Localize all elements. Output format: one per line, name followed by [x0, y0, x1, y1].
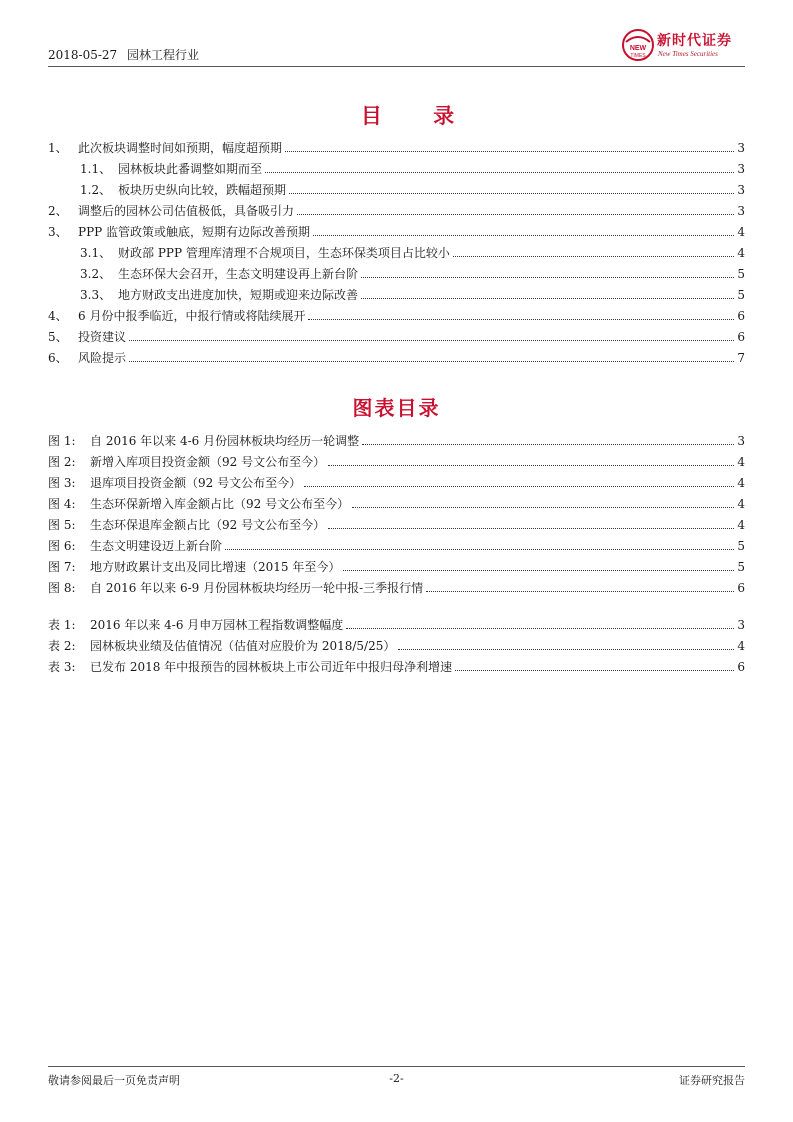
figure-item-label: 地方财政累计支出及同比增速（2015 年至今） — [90, 560, 341, 574]
figure-item[interactable] — [48, 491, 745, 511]
figure-item[interactable] — [48, 428, 745, 448]
toc-item-label: 调整后的园林公司估值极低，具备吸引力 — [78, 204, 295, 218]
page-footer — [48, 1072, 745, 1088]
toc-item-page: 6 — [737, 330, 745, 344]
table-item[interactable] — [48, 654, 745, 674]
header-divider — [48, 66, 745, 67]
figure-item-page: 3 — [737, 434, 745, 448]
leader-dots — [328, 528, 734, 529]
leader-dots — [225, 549, 734, 550]
toc-item[interactable] — [80, 156, 745, 176]
leader-dots — [352, 507, 734, 508]
report-type: 证券研究报告 — [679, 1074, 745, 1087]
table-item-label: 2016 年以来 4-6 月申万园林工程指数调整幅度 — [90, 618, 344, 632]
table-item-number: 表 2: — [48, 639, 76, 653]
toc-item-label: 此次板块调整时间如预期，幅度超预期 — [78, 141, 283, 155]
leader-dots — [285, 151, 734, 152]
toc-item-number: 3.3、 — [80, 288, 112, 302]
figure-item-number: 图 6: — [48, 539, 76, 553]
figures-title: 图表目录 — [352, 396, 441, 420]
header-meta — [48, 46, 205, 63]
toc-item-label: 6 月份中报季临近，中报行情或将陆续展开 — [78, 309, 306, 323]
leader-dots — [308, 319, 734, 320]
toc-item-label: PPP 监管政策或触底，短期有边际改善预期 — [78, 225, 311, 239]
logo-emblem-icon — [620, 28, 656, 62]
figure-item-number: 图 8: — [48, 581, 76, 595]
figure-item-label: 自 2016 年以来 4-6 月份园林板块均经历一轮调整 — [90, 434, 360, 448]
figure-item-page: 5 — [737, 539, 745, 553]
toc-item-number: 1.1、 — [80, 162, 112, 176]
table-item-page: 6 — [737, 660, 745, 674]
figure-item-number: 图 1: — [48, 434, 76, 448]
logo-text-en: New Times Securities — [658, 50, 718, 58]
figure-item-number: 图 3: — [48, 476, 76, 490]
figure-item-label: 生态文明建设迈上新台阶 — [90, 539, 223, 553]
toc-item-page: 3 — [737, 162, 745, 176]
figure-item[interactable] — [48, 575, 745, 595]
figure-item-label: 退库项目投资金额（92 号文公布至今） — [90, 476, 302, 490]
table-item[interactable] — [48, 612, 745, 632]
toc-item-page: 3 — [737, 141, 745, 155]
leader-dots — [297, 214, 734, 215]
toc-item-label: 投资建议 — [78, 330, 127, 344]
svg-text:TIMES: TIMES — [630, 53, 646, 59]
leader-dots — [362, 444, 734, 445]
leader-dots — [129, 340, 734, 341]
toc-item-number: 2、 — [48, 204, 68, 218]
figure-item-number: 图 2: — [48, 455, 76, 469]
toc-item-label: 财政部 PPP 管理库清理不合规项目，生态环保类项目占比较小 — [118, 246, 450, 260]
toc-item[interactable] — [48, 324, 745, 344]
leader-dots — [343, 570, 734, 571]
leader-dots — [361, 298, 734, 299]
leader-dots — [455, 670, 734, 671]
figure-item-page: 4 — [737, 455, 745, 469]
table-item-number: 表 3: — [48, 660, 76, 674]
toc-item-number: 3.2、 — [80, 267, 112, 281]
svg-text:NEW: NEW — [629, 45, 647, 52]
figure-item-label: 生态环保退库金额占比（92 号文公布至今） — [90, 518, 326, 532]
toc-item-label: 园林板块此番调整如期而至 — [118, 162, 263, 176]
figure-item[interactable] — [48, 512, 745, 532]
figure-item-page: 6 — [737, 581, 745, 595]
toc-item-page: 5 — [737, 267, 745, 281]
table-item-label: 已发布 2018 年中报预告的园林板块上市公司近年中报归母净利增速 — [90, 660, 453, 674]
toc-item-number: 4、 — [48, 309, 68, 323]
figure-item-page: 4 — [737, 476, 745, 490]
leader-dots — [426, 591, 734, 592]
table-item-number: 表 1: — [48, 618, 76, 632]
toc-item-label: 生态环保大会召开，生态文明建设再上新台阶 — [118, 267, 359, 281]
figure-item-number: 图 5: — [48, 518, 76, 532]
figure-item-page: 4 — [737, 497, 745, 511]
toc-item[interactable] — [48, 303, 745, 323]
toc-item-label: 风险提示 — [78, 351, 127, 365]
figure-item-label: 新增入库项目投资金额（92 号文公布至今） — [90, 455, 326, 469]
toc-item-number: 1.2、 — [80, 183, 112, 197]
table-item[interactable] — [48, 633, 745, 653]
leader-dots — [328, 465, 734, 466]
figure-item[interactable] — [48, 449, 745, 469]
disclaimer-note: 敬请参阅最后一页免责声明 — [48, 1074, 180, 1087]
figure-item-number: 图 7: — [48, 560, 76, 574]
page-number: -2- — [389, 1072, 404, 1085]
toc-item-page: 3 — [737, 204, 745, 218]
figure-item-page: 4 — [737, 518, 745, 532]
toc-item-number: 6、 — [48, 351, 68, 365]
footer-divider — [48, 1066, 745, 1067]
toc-item-page: 6 — [737, 309, 745, 323]
leader-dots — [265, 172, 734, 173]
toc-item[interactable] — [80, 261, 745, 281]
toc-item-number: 1、 — [48, 141, 68, 155]
leader-dots — [129, 361, 734, 362]
toc-item-label: 地方财政支出进度加快，短期或迎来边际改善 — [118, 288, 359, 302]
toc-item[interactable] — [80, 240, 745, 260]
toc-item-number: 3.1、 — [80, 246, 112, 260]
toc-item[interactable] — [48, 219, 745, 239]
figure-item[interactable] — [48, 533, 745, 553]
toc-item-page: 7 — [737, 351, 745, 365]
toc-item[interactable] — [48, 198, 745, 218]
table-item-page: 3 — [737, 618, 745, 632]
figure-item-number: 图 4: — [48, 497, 76, 511]
figure-item[interactable] — [48, 470, 745, 490]
toc-title: 目 录 — [360, 104, 477, 128]
leader-dots — [361, 277, 734, 278]
toc-item-page: 5 — [737, 288, 745, 302]
leader-dots — [453, 256, 735, 257]
toc-item-page: 4 — [737, 225, 745, 239]
table-item-label: 园林板块业绩及估值情况（估值对应股价为 2018/5/25） — [90, 639, 396, 653]
report-date: 2018-05-27 — [48, 48, 118, 62]
toc-item-page: 4 — [737, 246, 745, 260]
toc-item[interactable] — [48, 135, 745, 155]
figure-item-page: 5 — [737, 560, 745, 574]
logo-text-cn: 新时代证券 — [657, 33, 732, 49]
company-logo — [620, 28, 745, 62]
page-header — [48, 28, 745, 66]
industry-name: 园林工程行业 — [127, 48, 200, 62]
toc-item[interactable] — [80, 177, 745, 197]
leader-dots — [304, 486, 734, 487]
figure-item[interactable] — [48, 554, 745, 574]
toc-item[interactable] — [48, 345, 745, 365]
leader-dots — [289, 193, 734, 194]
toc-item-label: 板块历史纵向比较，跌幅超预期 — [118, 183, 287, 197]
toc-item-number: 3、 — [48, 225, 68, 239]
table-item-page: 4 — [737, 639, 745, 653]
toc-item-number: 5、 — [48, 330, 68, 344]
figure-item-label: 自 2016 年以来 6-9 月份园林板块均经历一轮中报-三季报行情 — [90, 581, 424, 595]
toc-item[interactable] — [80, 282, 745, 302]
leader-dots — [313, 235, 734, 236]
leader-dots — [398, 649, 734, 650]
toc-item-page: 3 — [737, 183, 745, 197]
leader-dots — [346, 628, 734, 629]
figure-item-label: 生态环保新增入库金额占比（92 号文公布至今） — [90, 497, 350, 511]
